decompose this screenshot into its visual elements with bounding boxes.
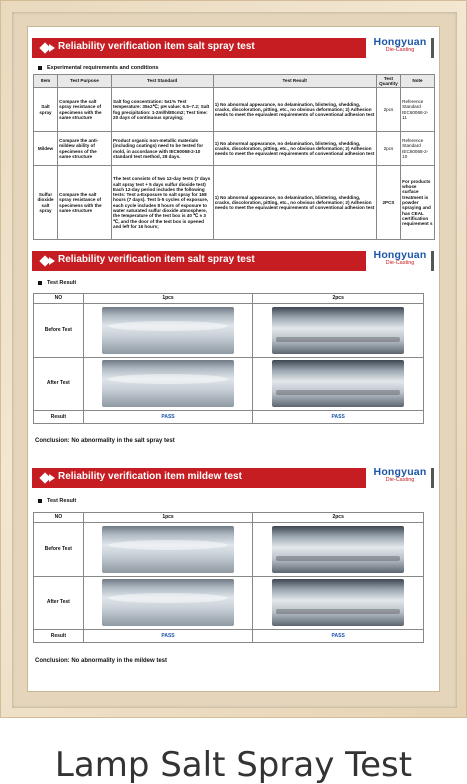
table-row <box>34 166 435 240</box>
cell-qty: 2PCS <box>376 166 400 240</box>
table-row <box>34 304 424 358</box>
table-row <box>34 357 424 411</box>
photo-cell <box>83 357 253 411</box>
photo-cell <box>83 576 253 630</box>
banner-salt-spray-conditions <box>32 38 436 58</box>
table-header-row <box>34 294 424 304</box>
banner-bar <box>32 468 366 488</box>
mildew-result-table <box>33 512 424 643</box>
table-header-row <box>34 513 424 523</box>
bullet-square-icon <box>38 66 42 70</box>
brand-name: Hongyuan <box>373 249 427 261</box>
cell-result: 1) No abnormal appearance, no delamination, blistering, shedding, cracks, discoloration, pitting, etc., no obvious deformation; 2) Adhesion needs to meet the equivalent requirements of conventional adhesion test <box>213 132 376 166</box>
table-row <box>34 88 435 132</box>
brand-sub: Die-Casting <box>385 47 415 53</box>
photo-cell <box>83 304 253 358</box>
banner-mildew-results <box>32 468 436 488</box>
lamp-photo <box>102 307 234 354</box>
lamp-photo <box>102 360 234 407</box>
heading-text: Test Result <box>47 280 77 286</box>
heading-text: Experimental requirements and conditions <box>47 65 159 71</box>
banner-title: Reliability verification item salt spray test <box>58 41 255 52</box>
arrow-icon <box>49 44 55 52</box>
header-cell: NO <box>34 294 84 304</box>
bullet-square-icon <box>38 499 42 503</box>
banner-title: Reliability verification item salt spray test <box>58 254 255 265</box>
heading-text: Test Result <box>47 498 77 504</box>
result-pass: PASS <box>83 411 253 424</box>
section-heading <box>38 498 76 504</box>
result-pass: PASS <box>253 630 424 643</box>
banner-bar <box>32 38 366 58</box>
photo-cell <box>253 576 424 630</box>
header-cell: Note <box>400 75 434 88</box>
cell-item: Salt spray <box>34 88 58 132</box>
result-pass: PASS <box>253 411 424 424</box>
banner-title: Reliability verification item mildew test <box>58 471 242 482</box>
lamp-photo <box>102 526 234 573</box>
bullet-square-icon <box>38 281 42 285</box>
cell-note: For products whose surface treatment is powder spraying and has CEAL certification requirement s <box>400 166 434 240</box>
brand-logo <box>370 466 430 490</box>
table-header-row <box>34 75 435 88</box>
lamp-photo <box>272 579 404 626</box>
header-cell: 2pcs <box>253 294 424 304</box>
table-row <box>34 630 424 643</box>
cell-result: 1) No abnormal appearance, no delamination, blistering, shedding, cracks, discoloration, pitting, etc., no obvious deformation; 2) Adhesion needs to meet the equivalent requirements of conventional adhesion test <box>213 166 376 240</box>
brand-name: Hongyuan <box>373 36 427 48</box>
brand-logo <box>370 249 430 273</box>
brand-logo <box>370 36 430 60</box>
cell-qty: 2pcs <box>376 132 400 166</box>
brand-name: Hongyuan <box>373 466 427 478</box>
conclusion-salt-spray: Conclusion: No abnormality in the salt spray test <box>35 438 175 444</box>
cell-result: 1) No abnormal appearance, no delamination, blistering, shedding, cracks, discoloration, pitting, etc., no obvious deformation; 2) Adhesion needs to meet the equivalent requirements of conventional adhesion test <box>213 88 376 132</box>
header-cell: 1pcs <box>83 513 253 523</box>
row-label: Result <box>34 630 84 643</box>
lamp-photo <box>272 360 404 407</box>
page-caption: Lamp Salt Spray Test <box>54 745 413 784</box>
header-cell: Test Purpose <box>57 75 111 88</box>
header-cell: Test Result <box>213 75 376 88</box>
header-cell: 2pcs <box>253 513 424 523</box>
arrow-icon <box>49 257 55 265</box>
logo-bar <box>431 468 434 488</box>
photo-cell <box>253 304 424 358</box>
cell-standard: Product organic non-metallic materials (including coatings) need to be tested for mold, in accordance with IEC60068-2-10 standard test method, 28 days. <box>111 132 213 166</box>
logo-bar <box>431 251 434 271</box>
logo-bar <box>431 38 434 58</box>
cell-item: Mildew <box>34 132 58 166</box>
table-row <box>34 411 424 424</box>
row-label: After Test <box>34 357 84 411</box>
cell-item: Sulfur dioxide salt spray <box>34 166 58 240</box>
cell-qty: 2pcs <box>376 88 400 132</box>
section-heading <box>38 65 159 71</box>
result-pass: PASS <box>83 630 253 643</box>
section-heading <box>38 280 76 286</box>
salt-spray-result-table <box>33 293 424 424</box>
cell-note: Reference Standard IEC60068-2-10 <box>400 132 434 166</box>
photo-cell <box>253 357 424 411</box>
header-cell: Item <box>34 75 58 88</box>
photo-cell <box>83 523 253 577</box>
banner-salt-spray-results <box>32 251 436 271</box>
row-label: Before Test <box>34 304 84 358</box>
arrow-icon <box>49 474 55 482</box>
cell-note: Reference Standard IEC60068-2-11 <box>400 88 434 132</box>
conclusion-mildew: Conclusion: No abnormality in the mildew test <box>35 658 168 664</box>
table-row <box>34 576 424 630</box>
cell-standard: Salt fog concentration: 5±1% Test temperature: 35±2℃; pH value: 6.5~7.2; Salt fog precipitation: 1-2ml/h/80cm2; Test time: 20 days of continuous spraying; <box>111 88 213 132</box>
brand-sub: Die-Casting <box>385 260 415 266</box>
lamp-photo <box>102 579 234 626</box>
cell-purpose: Compare the anti-mildew ability of specimens of the same structure <box>57 132 111 166</box>
brand-sub: Die-Casting <box>385 477 415 483</box>
header-cell: Test Quantity <box>376 75 400 88</box>
row-label: Result <box>34 411 84 424</box>
header-cell: NO <box>34 513 84 523</box>
lamp-photo <box>272 307 404 354</box>
row-label: After Test <box>34 576 84 630</box>
header-cell: 1pcs <box>83 294 253 304</box>
row-label: Before Test <box>34 523 84 577</box>
photo-cell <box>253 523 424 577</box>
cell-purpose: Compare the salt spray resistance of specimens with the same structure <box>57 166 111 240</box>
table-row <box>34 132 435 166</box>
conditions-table <box>33 74 435 240</box>
banner-bar <box>32 251 366 271</box>
cell-standard: The test consists of two 12-day tests (7 days salt spray test + 5 days sulfur dioxide test) Each 12-day period includes the following tests: Test a-Exposure to salt spray for 168 hours (7 days). Test b-5 cycles of exposure, each cycle includes 8 hours of exposure to water saturated sulfur dioxide atmosphere, the temperature of the test box is 40 ℃ ± 3 ℃, and the door of the test box is opened and left for 16 hours; <box>111 166 213 240</box>
header-cell: Test Standard <box>111 75 213 88</box>
cell-purpose: Compare the salt spray resistance of specimens with the same structure <box>57 88 111 132</box>
table-row <box>34 523 424 577</box>
lamp-photo <box>272 526 404 573</box>
